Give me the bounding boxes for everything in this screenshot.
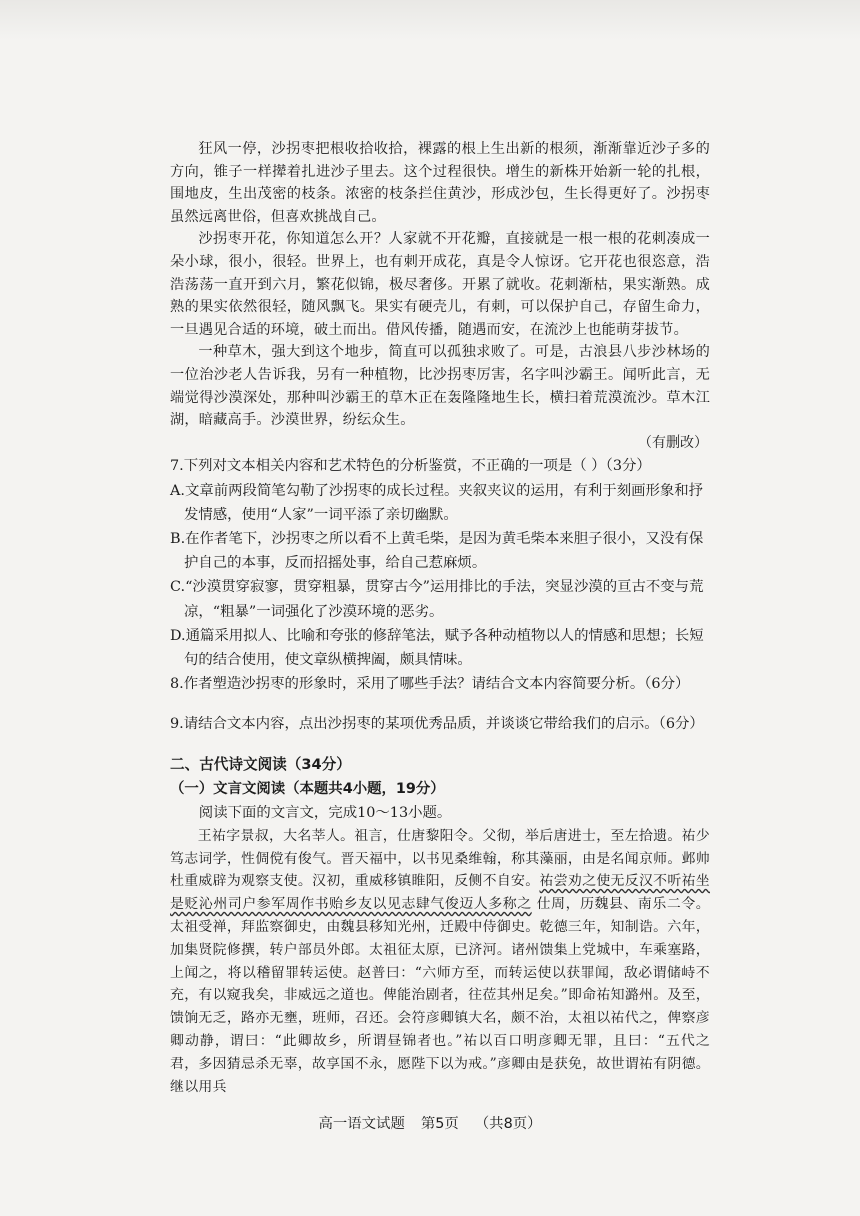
passage-paragraph-1: 狂风一停，沙拐枣把根收拾收拾，裸露的根上生出新的根须，渐渐靠近沙子多的方向，锥子一样撵着扎进沙子里去。这个过程很快。增生的新株开始新一轮的扎根，围地皮，生出茂密的枝条。浓密的枝条拦住黄沙，形成沙包，生长得更好了。沙拐枣虽然远离世俗，但喜欢挑战自己。	[170, 141, 710, 225]
classical-text-part-2: 仕周，历魏县、南乐二令。太祖受禅，拜监察御史，由魏县移知光州，迁殿中侍御史。乾德三年，知制诰。六年，加集贤院修撰，转户部员外郎。太祖征太原，已济河。诸州馈集上党城中，车乘塞路，上闻之，将以稽留罪转运使。赵普曰：“六师方至，而转运使以获罪闻，敌必谓储峙不充，有以窥我矣，非威远之道也。俾能治剧者，往莅其州足矣。”即命祐知潞州。及至，馈饷无乏，路亦无壅，班师，召还。会符彦卿镇大名，颇不治，太祖以祐代之，俾察彦卿动静，谓曰：“此卿故乡，所谓昼锦者也。”祐以百口明彦卿无罪，且曰：“五代之君，多因猜忌杀无辜，故享国不永，愿陛下以为戒。”彦卿由是获免，故世谓祐有阴德。继以用兵	[170, 896, 710, 1095]
section-2-subtitle: （一）文言文阅读（本题共4小题，19分）	[170, 780, 445, 797]
classical-text-part-1: 王祐字景叔，大名莘人。祖言，仕唐黎阳令。父彻，举后唐进士，至左拾遗。祐少笃志词学，性倜傥有俊气。晋天福中，以书见桑维翰，称其藻丽，由是名闻京师。邺帅杜重威辟为观察支使。汉初，重威移镇睢阳，反侧不自安。	[170, 827, 710, 890]
passage-paragraph-2: 沙拐枣开花，你知道怎么开？人家就不开花瓣，直接就是一根一根的花刺凑成一朵小球，很小，很轻。世界上，也有刺开成花，真是令人惊讶。它开花也很恣意，浩浩荡荡一直开到六月，繁花似锦，极尽奢侈。开累了就收。花刺渐枯，果实渐熟。成熟的果实依然很轻，随风飘飞。果实有硬壳儿，有刺，可以保护自己，存留生命力，一旦遇见合适的环境，破土而出。借风传播，随遇而安，在流沙上也能萌芽拔节。	[170, 231, 710, 338]
page-footer	[0, 1112, 860, 1133]
wavy-underlined-sentence: 祐尝劝之使无反汉不听祐坐是贬沁州司户参军周作书贻乡友以见志肆气俊迈人多称之	[170, 873, 710, 913]
question-7-option-c: C.“沙漠贯穿寂寥，贯穿粗暴，贯穿古今”运用排比的手法，突显沙漠的亘古不变与荒凉，“粗暴”一词强化了沙漠环境的恶劣。	[170, 579, 704, 620]
question-7-option-d: D.通篇采用拟人、比喻和夸张的修辞笔法，赋予各种动植物以人的情感和思想；长短句的结合使用，使文章纵横捭阖，颇具情味。	[170, 627, 704, 668]
footer-title: 高一语文试题	[318, 1116, 405, 1132]
passage-paragraph-3: 一种草木，强大到这个地步，简直可以孤独求败了。可是，古浪县八步沙林场的一位治沙老人告诉我，另有一种植物，比沙拐枣厉害，名字叫沙霸王。闻听此言，无端觉得沙漠深处，那种叫沙霸王的草木正在轰隆隆地生长，横扫着荒漠流沙。草木江湖，暗藏高手。沙漠世界，纷纭众生。	[170, 344, 710, 429]
question-9: 9.请结合文本内容，点出沙拐枣的某项优秀品质，并谈谈它带给我们的启示。（6分）	[170, 716, 704, 733]
section-2-instruction: 阅读下面的文言文，完成10～13小题。	[198, 804, 452, 821]
answer-space	[170, 737, 710, 753]
passage-source-note: （有删改）	[638, 434, 708, 451]
answer-space	[170, 696, 710, 712]
question-7: 7.下列对文本相关内容和艺术特色的分析鉴赏，不正确的一项是（ ）（3分）	[170, 458, 651, 475]
question-8: 8.作者塑造沙拐枣的形象时，采用了哪些手法？请结合文本内容简要分析。（6分）	[170, 676, 690, 693]
section-2-title: 二、古代诗文阅读（34分）	[170, 755, 351, 773]
footer-page-number: 第5页	[420, 1116, 459, 1132]
question-7-option-b: B.在作者笔下，沙拐枣之所以看不上黄毛柴，是因为黄毛柴本来胆子很小，又没有保护自己的本事，反而招摇处事，给自己惹麻烦。	[170, 530, 704, 572]
scan-shadow	[0, 0, 860, 40]
question-7-option-a: A.文章前两段简笔勾勒了沙拐枣的成长过程。夹叙夹议的运用，有利于刻画形象和抒发情感，使用“人家”一词平添了亲切幽默。	[170, 482, 704, 523]
classical-text	[170, 825, 710, 1099]
footer-total-pages: （共8页）	[474, 1116, 542, 1132]
